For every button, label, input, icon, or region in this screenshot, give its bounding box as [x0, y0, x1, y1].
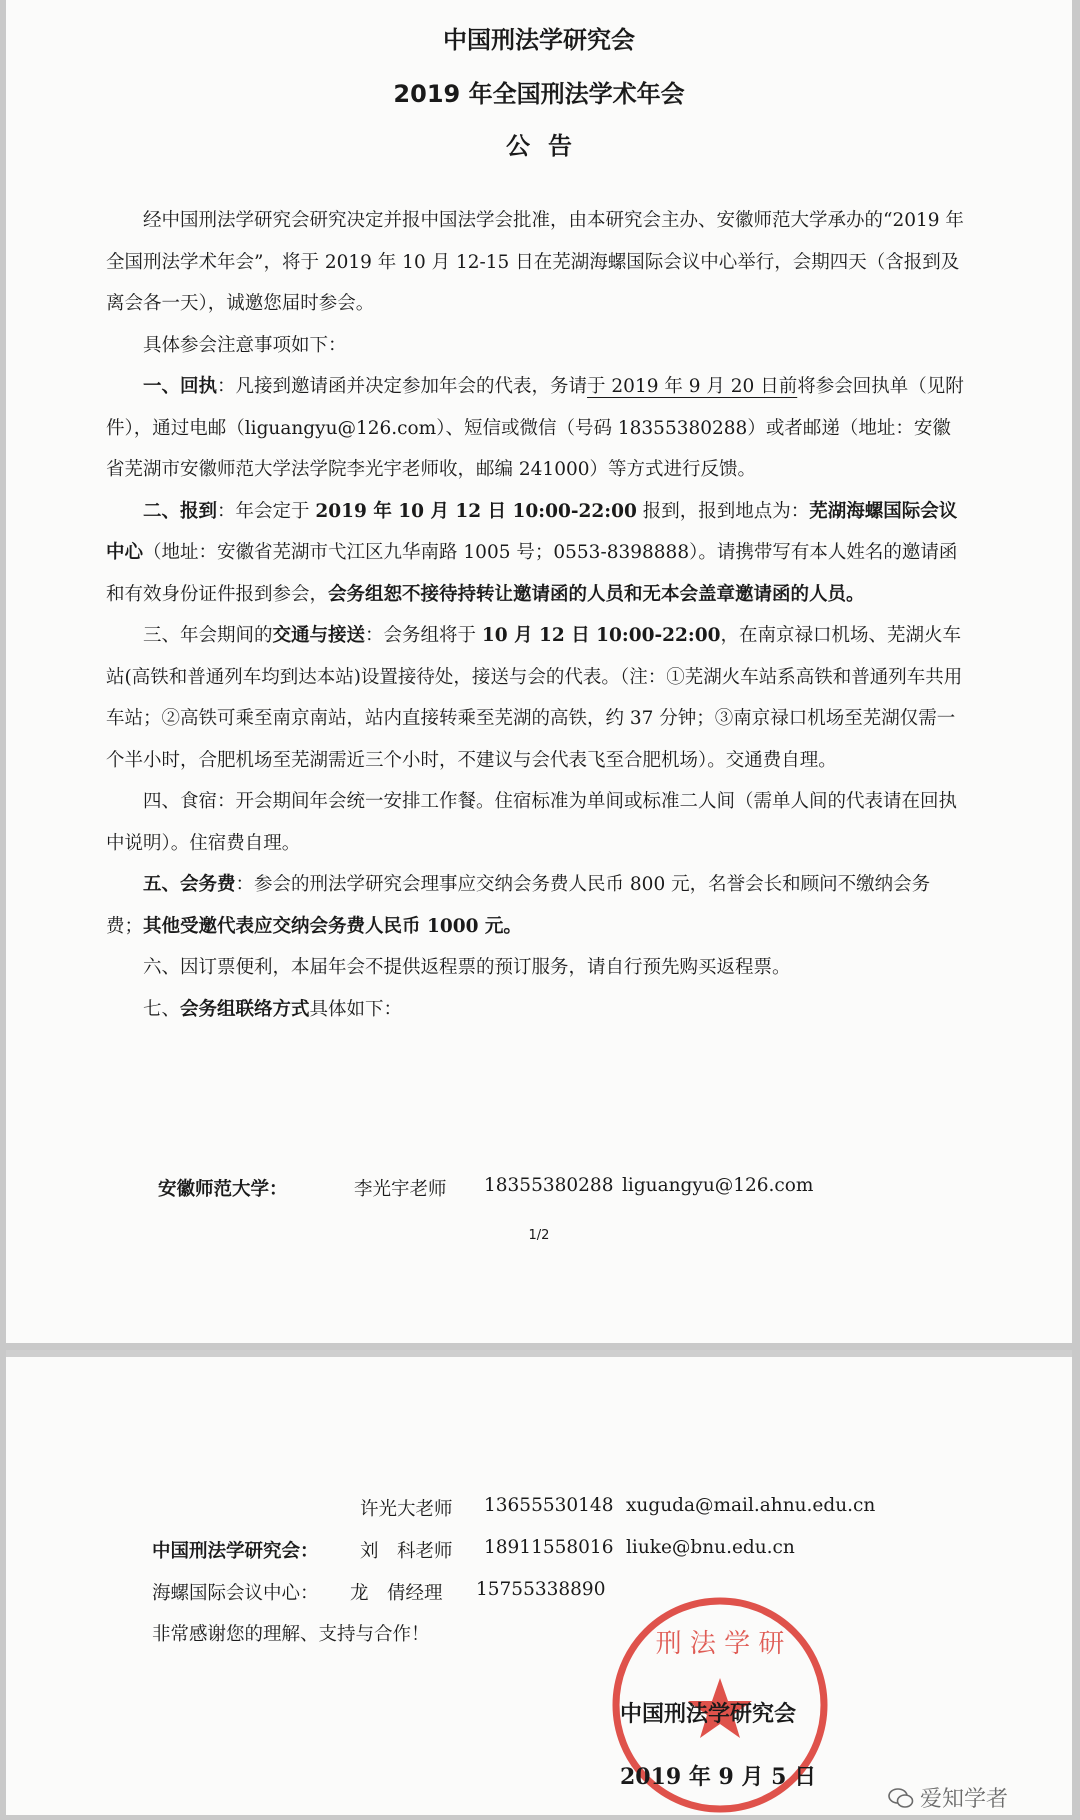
contact-2-phone: 13655530148 [484, 1495, 614, 1516]
item-contacts-number: 七、 [143, 998, 181, 1020]
notice-body [106, 200, 966, 1030]
watermark-text: 爱知学者 [920, 1787, 1009, 1812]
item-transport-text-1: 三、年会期间的 [143, 625, 273, 646]
contact-ahnu-label: 安徽师范大学： [158, 1179, 288, 1200]
item-registration-text-3: （地址：安徽省芜湖市弋江区九华南路 1005 号；0553-8398888）。请携带写有本人姓名的邀请函和有效身份证件报到参会， [106, 542, 958, 605]
item-registration-text-1: ：年会定于 [217, 500, 316, 522]
item-registration-label: 二、报到 [143, 500, 218, 522]
contact-3-name: 刘 科老师 [360, 1541, 453, 1562]
item-registration [106, 491, 966, 616]
signature-date: 2019 年 9 月 5 日 [620, 1764, 817, 1790]
wechat-watermark [888, 1782, 1008, 1813]
contact-4-name: 龙 倩经理 [350, 1583, 443, 1604]
item-receipt-text-1: ：凡接到邀请函并决定参加年会的代表，务请 [217, 376, 588, 397]
item-receipt-label: 一、回执 [143, 376, 218, 397]
page-divider [6, 1350, 1072, 1357]
closing-thanks: 非常感谢您的理解、支持与合作！ [152, 1624, 430, 1645]
contact-2-name: 许光大老师 [360, 1499, 453, 1520]
lead-paragraph: 具体参会注意事项如下： [143, 334, 347, 356]
registration-venue: 芜湖海螺国际会议中心 [106, 500, 958, 563]
other-delegate-fee: 其他受邀代表应交纳会务费人民币 1000 元。 [143, 915, 522, 937]
doc-type-title: 公告 [506, 132, 590, 160]
contact-3-phone: 18911558016 [484, 1537, 614, 1558]
item-contacts-label: 会务组联络方式 [180, 998, 310, 1020]
item-transport [106, 615, 966, 781]
contact-1-email: liguangyu@126.com [622, 1175, 814, 1196]
item-fee-label: 五、会务费 [143, 874, 236, 895]
contact-1-phone: 18355380288 [484, 1175, 614, 1196]
item-contacts-heading [106, 989, 966, 1031]
org-title: 中国刑法学研究会 [443, 26, 635, 54]
contact-1-name: 李光宇老师 [354, 1179, 447, 1200]
signature-organization: 中国刑法学研究会 [620, 1701, 797, 1727]
item-fee-text: ：参会的刑法学研究会理事应交纳会务费人民币 800 元，名誉会长和顾问不缴纳会务费； [106, 874, 931, 937]
contact-2-email: xuguda@mail.ahnu.edu.cn [626, 1495, 876, 1516]
item-fee [106, 864, 966, 947]
registration-warning: 会务组恕不接待持转让邀请函的人员和无本会盖章邀请函的人员。 [328, 583, 865, 605]
item-contacts-text: 具体如下： [309, 998, 403, 1020]
document-page-1 [6, 0, 1072, 1343]
contact-4-phone: 15755338890 [476, 1579, 606, 1600]
item-accommodation: 四、食宿：开会期间年会统一安排工作餐。住宿标准为单间或标准二人间（需单人间的代表请在回执中说明）。住宿费自理。 [106, 791, 958, 854]
deadline-underlined: 于 2019 年 9 月 20 日前 [587, 376, 798, 397]
item-transport-label: 交通与接送 [272, 625, 366, 646]
item-receipt [106, 366, 966, 491]
contact-cls-label: 中国刑法学研究会： [152, 1541, 319, 1562]
svg-text:刑 法 学 研: 刑 法 学 研 [655, 1629, 785, 1659]
pickup-time: 10 月 12 日 10:00-22:00 [481, 625, 721, 646]
item-transport-text-2: ：会务组将于 [365, 625, 482, 646]
contact-conf-center-label: 海螺国际会议中心： [152, 1583, 319, 1604]
item-transport-text-3: ，在南京禄口机场、芜湖火车站(高铁和普通列车均到达本站)设置接待处，接送与会的代表。（注：①芜湖火车站系高铁和普通列车共用车站；②高铁可乘至南京南站，站内直接转乘至芜湖的高铁，约 37 分钟；③南京禄口机场至芜湖仅需一个半小时，合肥机场至芜湖需近三个小时，不建议与会代表飞至合肥机场）。交通费自理。 [106, 625, 963, 771]
item-receipt-text-2: 将参会回执单（见附件），通过电邮（liguangyu@126.com）、短信或微信（号码 18355380288）或者邮递（地址：安徽省芜湖市安徽师范大学法学院李光宇老师收，邮编 241000）等方式进行反馈。 [106, 376, 964, 480]
registration-time: 2019 年 10 月 12 日 10:00-22:00 [315, 500, 637, 522]
item-tickets: 六、因订票便利，本届年会不提供返程票的预订服务，请自行预先购买返程票。 [143, 957, 791, 978]
item-registration-text-2: 报到，报到地点为： [636, 500, 810, 522]
contact-3-email: liuke@bnu.edu.cn [626, 1537, 795, 1558]
intro-paragraph: 经中国刑法学研究会研究决定并报中国法学会批准，由本研究会主办、安徽师范大学承办的“2019 年全国刑法学术年会”，将于 2019 年 10 月 12-15 日在芜湖海螺国际会议中心举行，会期四天（含报到及离会各一天），诚邀您届时参会。 [106, 210, 964, 314]
page-number: 1/2 [528, 1228, 550, 1243]
wechat-icon [888, 1787, 914, 1809]
event-title: 2019 年全国刑法学术年会 [393, 80, 685, 108]
